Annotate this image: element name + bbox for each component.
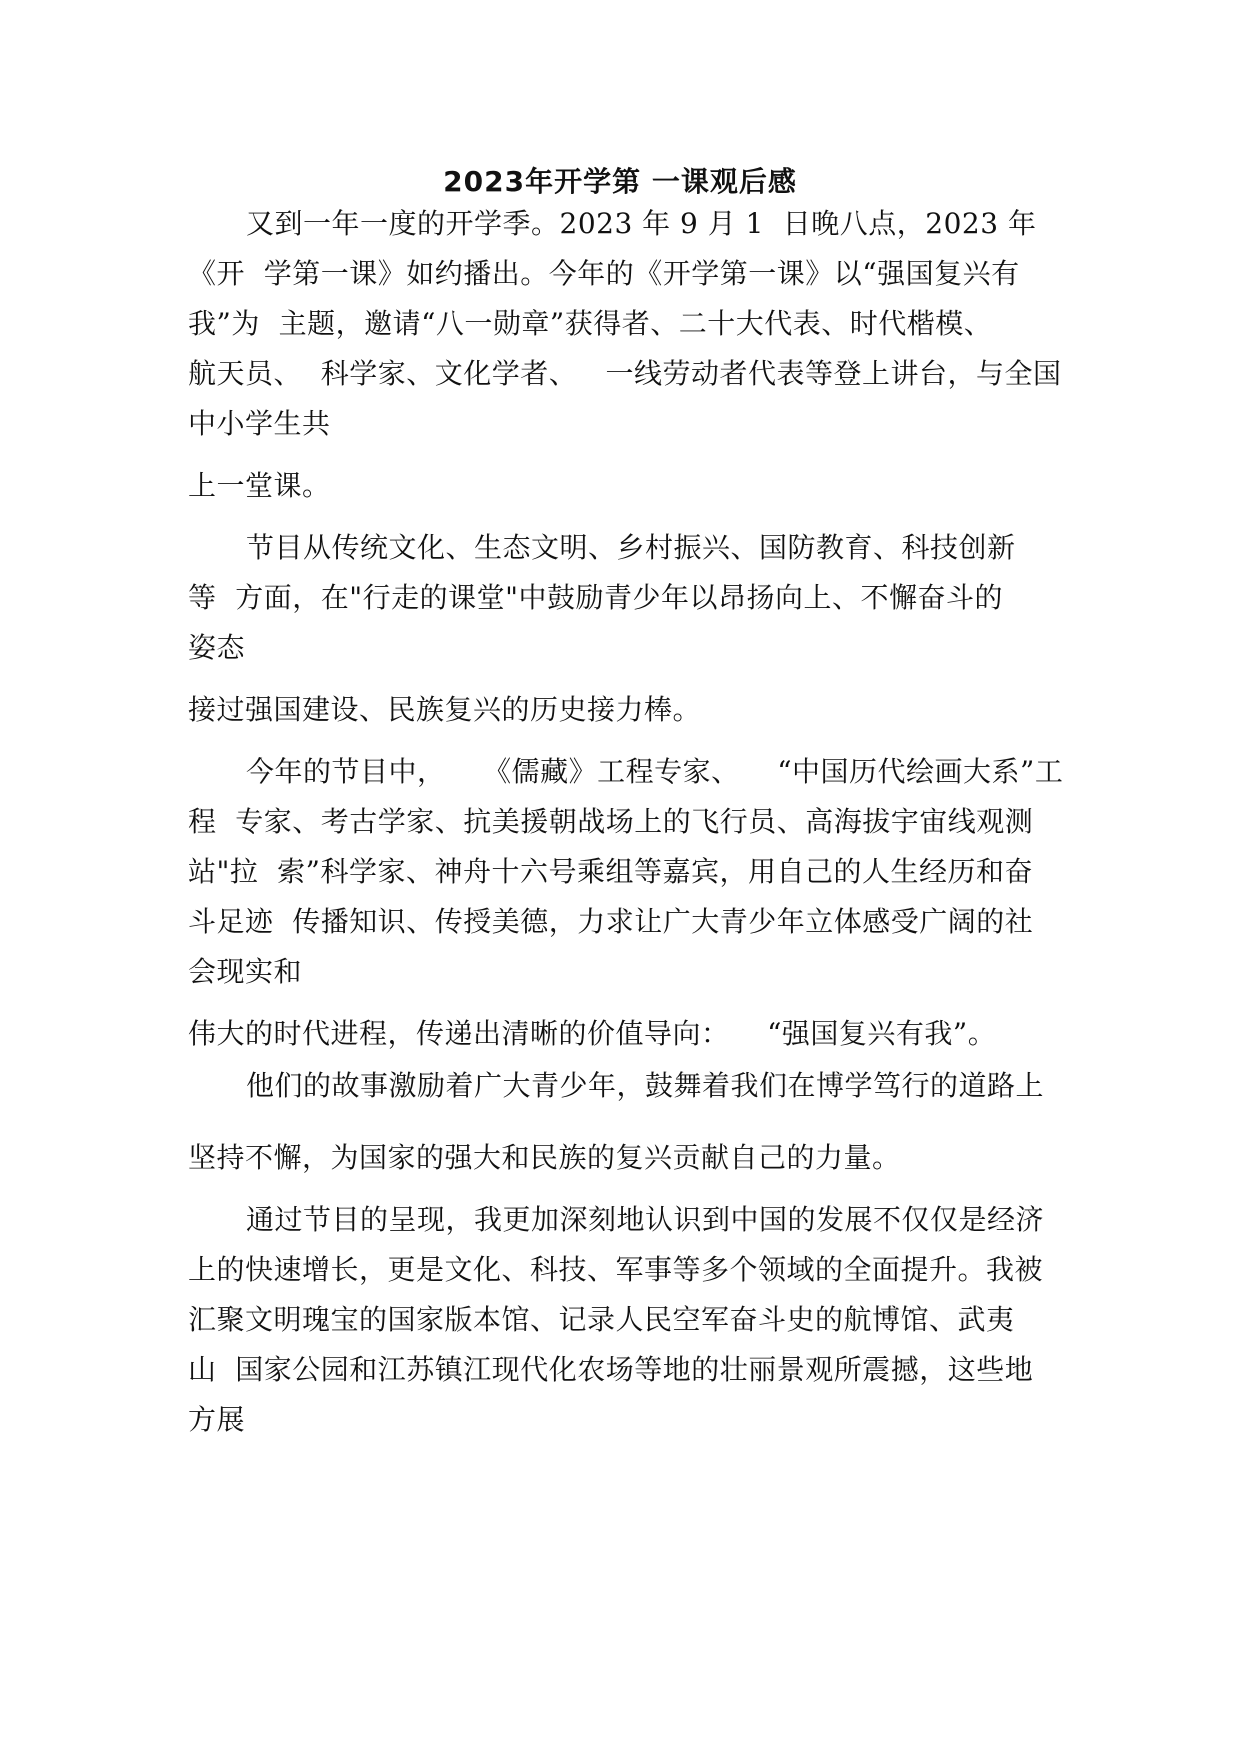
paragraph-line: 他们的故事激励着广大青少年，鼓舞着我们在博学笃行的道路上 bbox=[246, 1069, 1045, 1102]
paragraph-line: 我”为 主题，邀请“八一勋章”获得者、二十大代表、时代楷模、 bbox=[188, 307, 993, 340]
paragraph-line: 会现实和 bbox=[188, 955, 303, 988]
paragraph-line: 通过节目的呈现，我更加深刻地认识到中国的发展不仅仅是经济 bbox=[246, 1203, 1045, 1236]
paragraph-line: 程 专家、考古学家、抗美援朝战场上的飞行员、高海拔宇宙线观测 bbox=[188, 805, 1034, 838]
paragraph-line: 山 国家公园和江苏镇江现代化农场等地的壮丽景观所震撼，这些地 bbox=[188, 1353, 1034, 1386]
paragraph-line: 坚持不懈，为国家的强大和民族的复兴贡献自己的力量。 bbox=[188, 1141, 901, 1174]
document-title: 2023年开学第 一课观后感 bbox=[443, 165, 797, 198]
paragraph-line: 上的快速增长，更是文化、科技、军事等多个领域的全面提升。我被 bbox=[188, 1253, 1044, 1286]
paragraph-line: 今年的节目中， 《儒藏》工程专家、 “中国历代绘画大系”工 bbox=[246, 755, 1064, 788]
paragraph-line: 又到一年一度的开学季。2023 年 9 月 1 日晚八点，2023 年 bbox=[246, 207, 1037, 240]
paragraph-line: 方展 bbox=[188, 1403, 246, 1436]
paragraph-line: 《开 学第一课》如约播出。今年的《开学第一课》以“强国复兴有 bbox=[188, 257, 1020, 290]
paragraph-line: 节目从传统文化、生态文明、乡村振兴、国防教育、科技创新 bbox=[246, 531, 1016, 564]
paragraph-line: 斗足迹 传播知识、传授美德，力求让广大青少年立体感受广阔的社 bbox=[188, 905, 1034, 938]
paragraph-line: 中小学生共 bbox=[188, 407, 331, 440]
paragraph-line: 汇聚文明瑰宝的国家版本馆、记录人民空军奋斗史的航博馆、武夷 bbox=[188, 1303, 1015, 1336]
paragraph-line: 上一堂课。 bbox=[188, 469, 331, 502]
paragraph-line: 伟大的时代进程，传递出清晰的价值导向： “强国复兴有我”。 bbox=[188, 1017, 997, 1050]
paragraph-line: 姿态 bbox=[188, 631, 246, 664]
paragraph-line: 接过强国建设、民族复兴的历史接力棒。 bbox=[188, 693, 702, 726]
paragraph-line: 站"拉 索”科学家、神舟十六号乘组等嘉宾，用自己的人生经历和奋 bbox=[188, 855, 1033, 888]
paragraph-line: 等 方面，在"行走的课堂"中鼓励青少年以昂扬向上、不懈奋斗的 bbox=[188, 581, 1004, 614]
paragraph-line: 航天员、 科学家、文化学者、 一线劳动者代表等登上讲台，与全国 bbox=[188, 357, 1062, 390]
